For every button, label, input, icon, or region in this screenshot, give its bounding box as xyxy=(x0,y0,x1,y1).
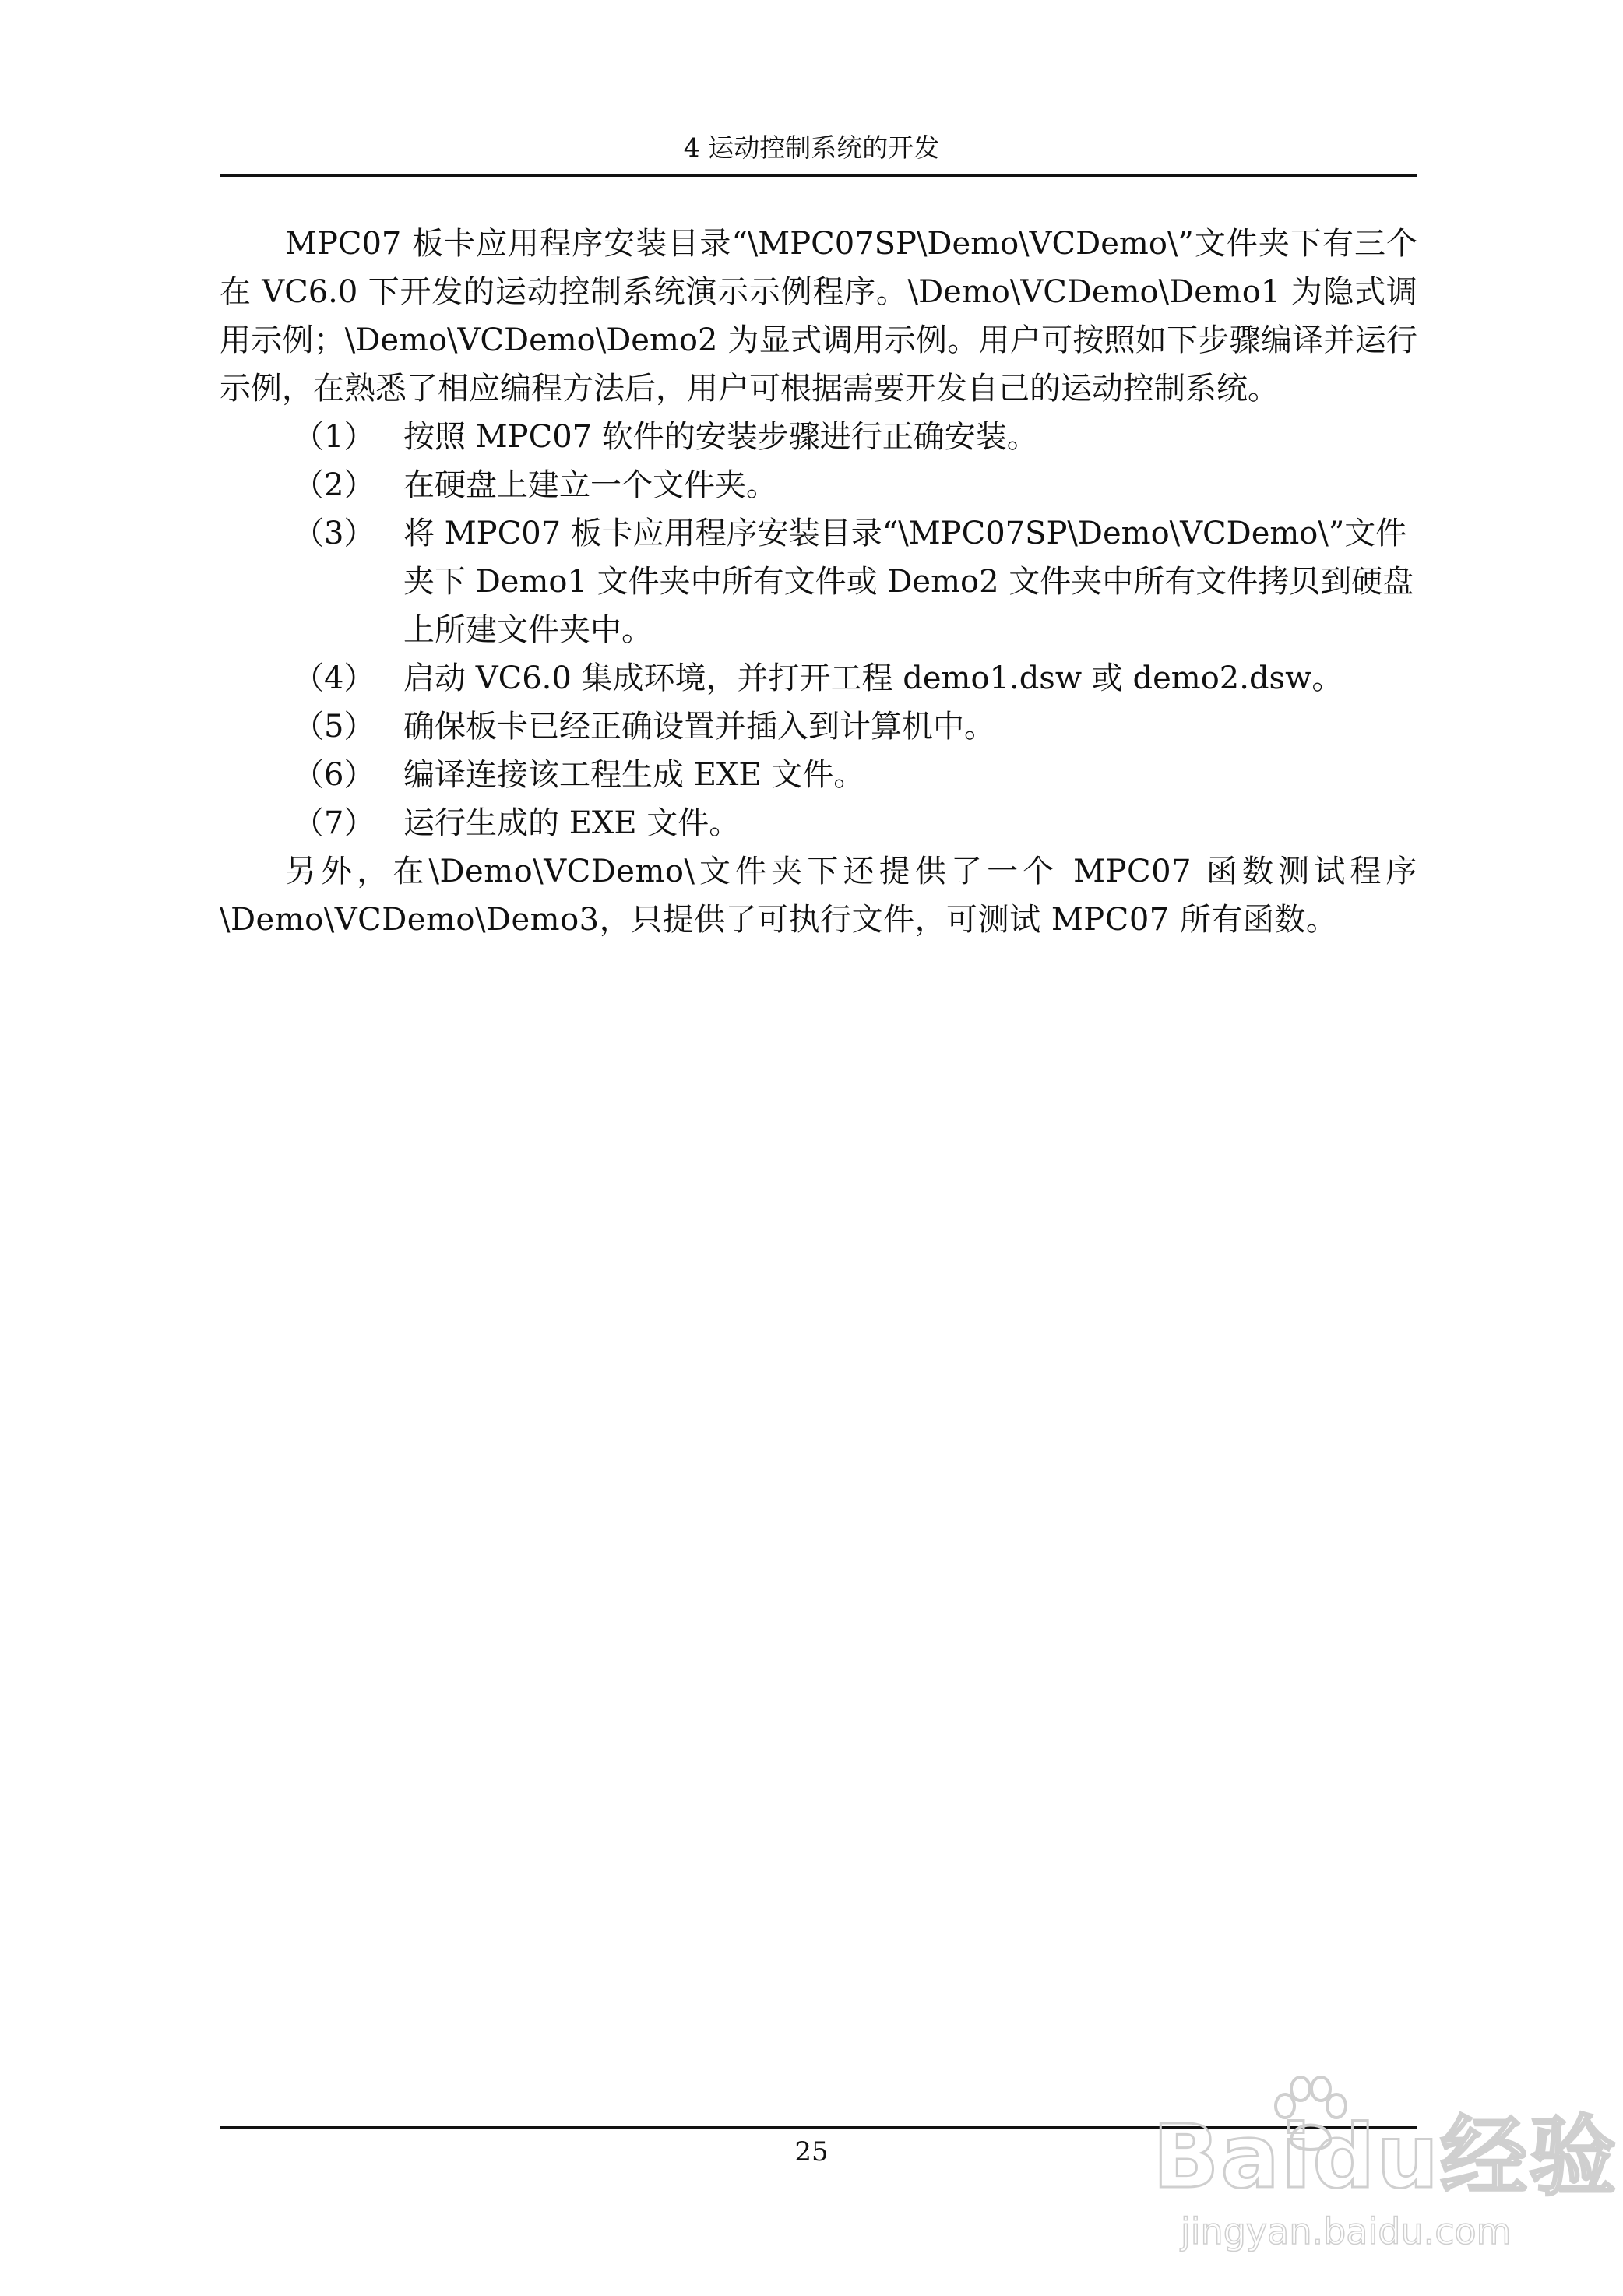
body-text xyxy=(220,220,1417,944)
step-number: （6） xyxy=(293,757,375,793)
step-item xyxy=(220,413,1417,461)
step-text: 在硬盘上建立一个文件夹。 xyxy=(403,467,777,503)
step-number: （3） xyxy=(293,516,375,551)
closing-paragraph: 另外，在\Demo\VCDemo\文件夹下还提供了一个 MPC07 函数测试程序\Demo\VCDemo\Demo3，只提供了可执行文件，可测试 MPC07 所有函数。 xyxy=(220,854,1417,938)
header-rule xyxy=(220,174,1417,177)
step-number: （1） xyxy=(293,419,375,455)
step-text: 按照 MPC07 软件的安装步骤进行正确安装。 xyxy=(403,419,1038,455)
step-item xyxy=(220,703,1417,751)
baidu-jingyan-watermark xyxy=(1153,2072,1618,2259)
step-number: （2） xyxy=(293,467,375,503)
step-text: 编译连接该工程生成 EXE 文件。 xyxy=(403,757,865,793)
step-number: （5） xyxy=(293,709,375,745)
step-text: 确保板卡已经正确设置并插入到计算机中。 xyxy=(403,709,995,745)
step-item xyxy=(220,654,1417,703)
watermark-logo-text: Baidu经验 xyxy=(1153,2107,1618,2208)
page-number: 25 xyxy=(794,2136,829,2167)
intro-paragraph: MPC07 板卡应用程序安装目录“\MPC07SP\Demo\VCDemo\”文件夹下有三个在 VC6.0 下开发的运动控制系统演示示例程序。\Demo\VCDemo\Demo1 为隐式调用示例；\Demo\VCDemo\Demo2 为显式调用示例。用户可按照如下步骤编译并运行示例，在熟悉了相应编程方法后，用户可根据需要开发自己的运动控制系统。 xyxy=(220,226,1417,407)
step-text: 启动 VC6.0 集成环境，并打开工程 demo1.dsw 或 demo2.dsw。 xyxy=(403,660,1343,696)
step-item xyxy=(220,751,1417,799)
step-item xyxy=(220,509,1417,654)
step-text: 将 MPC07 板卡应用程序安装目录“\MPC07SP\Demo\VCDemo\”文件夹下 Demo1 文件夹中所有文件或 Demo2 文件夹中所有文件拷贝到硬盘上所建文件夹中。 xyxy=(403,516,1414,648)
watermark-url: jingyan.baidu.com xyxy=(1181,2210,1512,2252)
step-item xyxy=(220,799,1417,847)
running-header: 4 运动控制系统的开发 xyxy=(683,132,940,163)
step-item xyxy=(220,461,1417,509)
step-number: （4） xyxy=(293,660,375,696)
step-number: （7） xyxy=(293,805,375,841)
step-text: 运行生成的 EXE 文件。 xyxy=(403,805,741,841)
